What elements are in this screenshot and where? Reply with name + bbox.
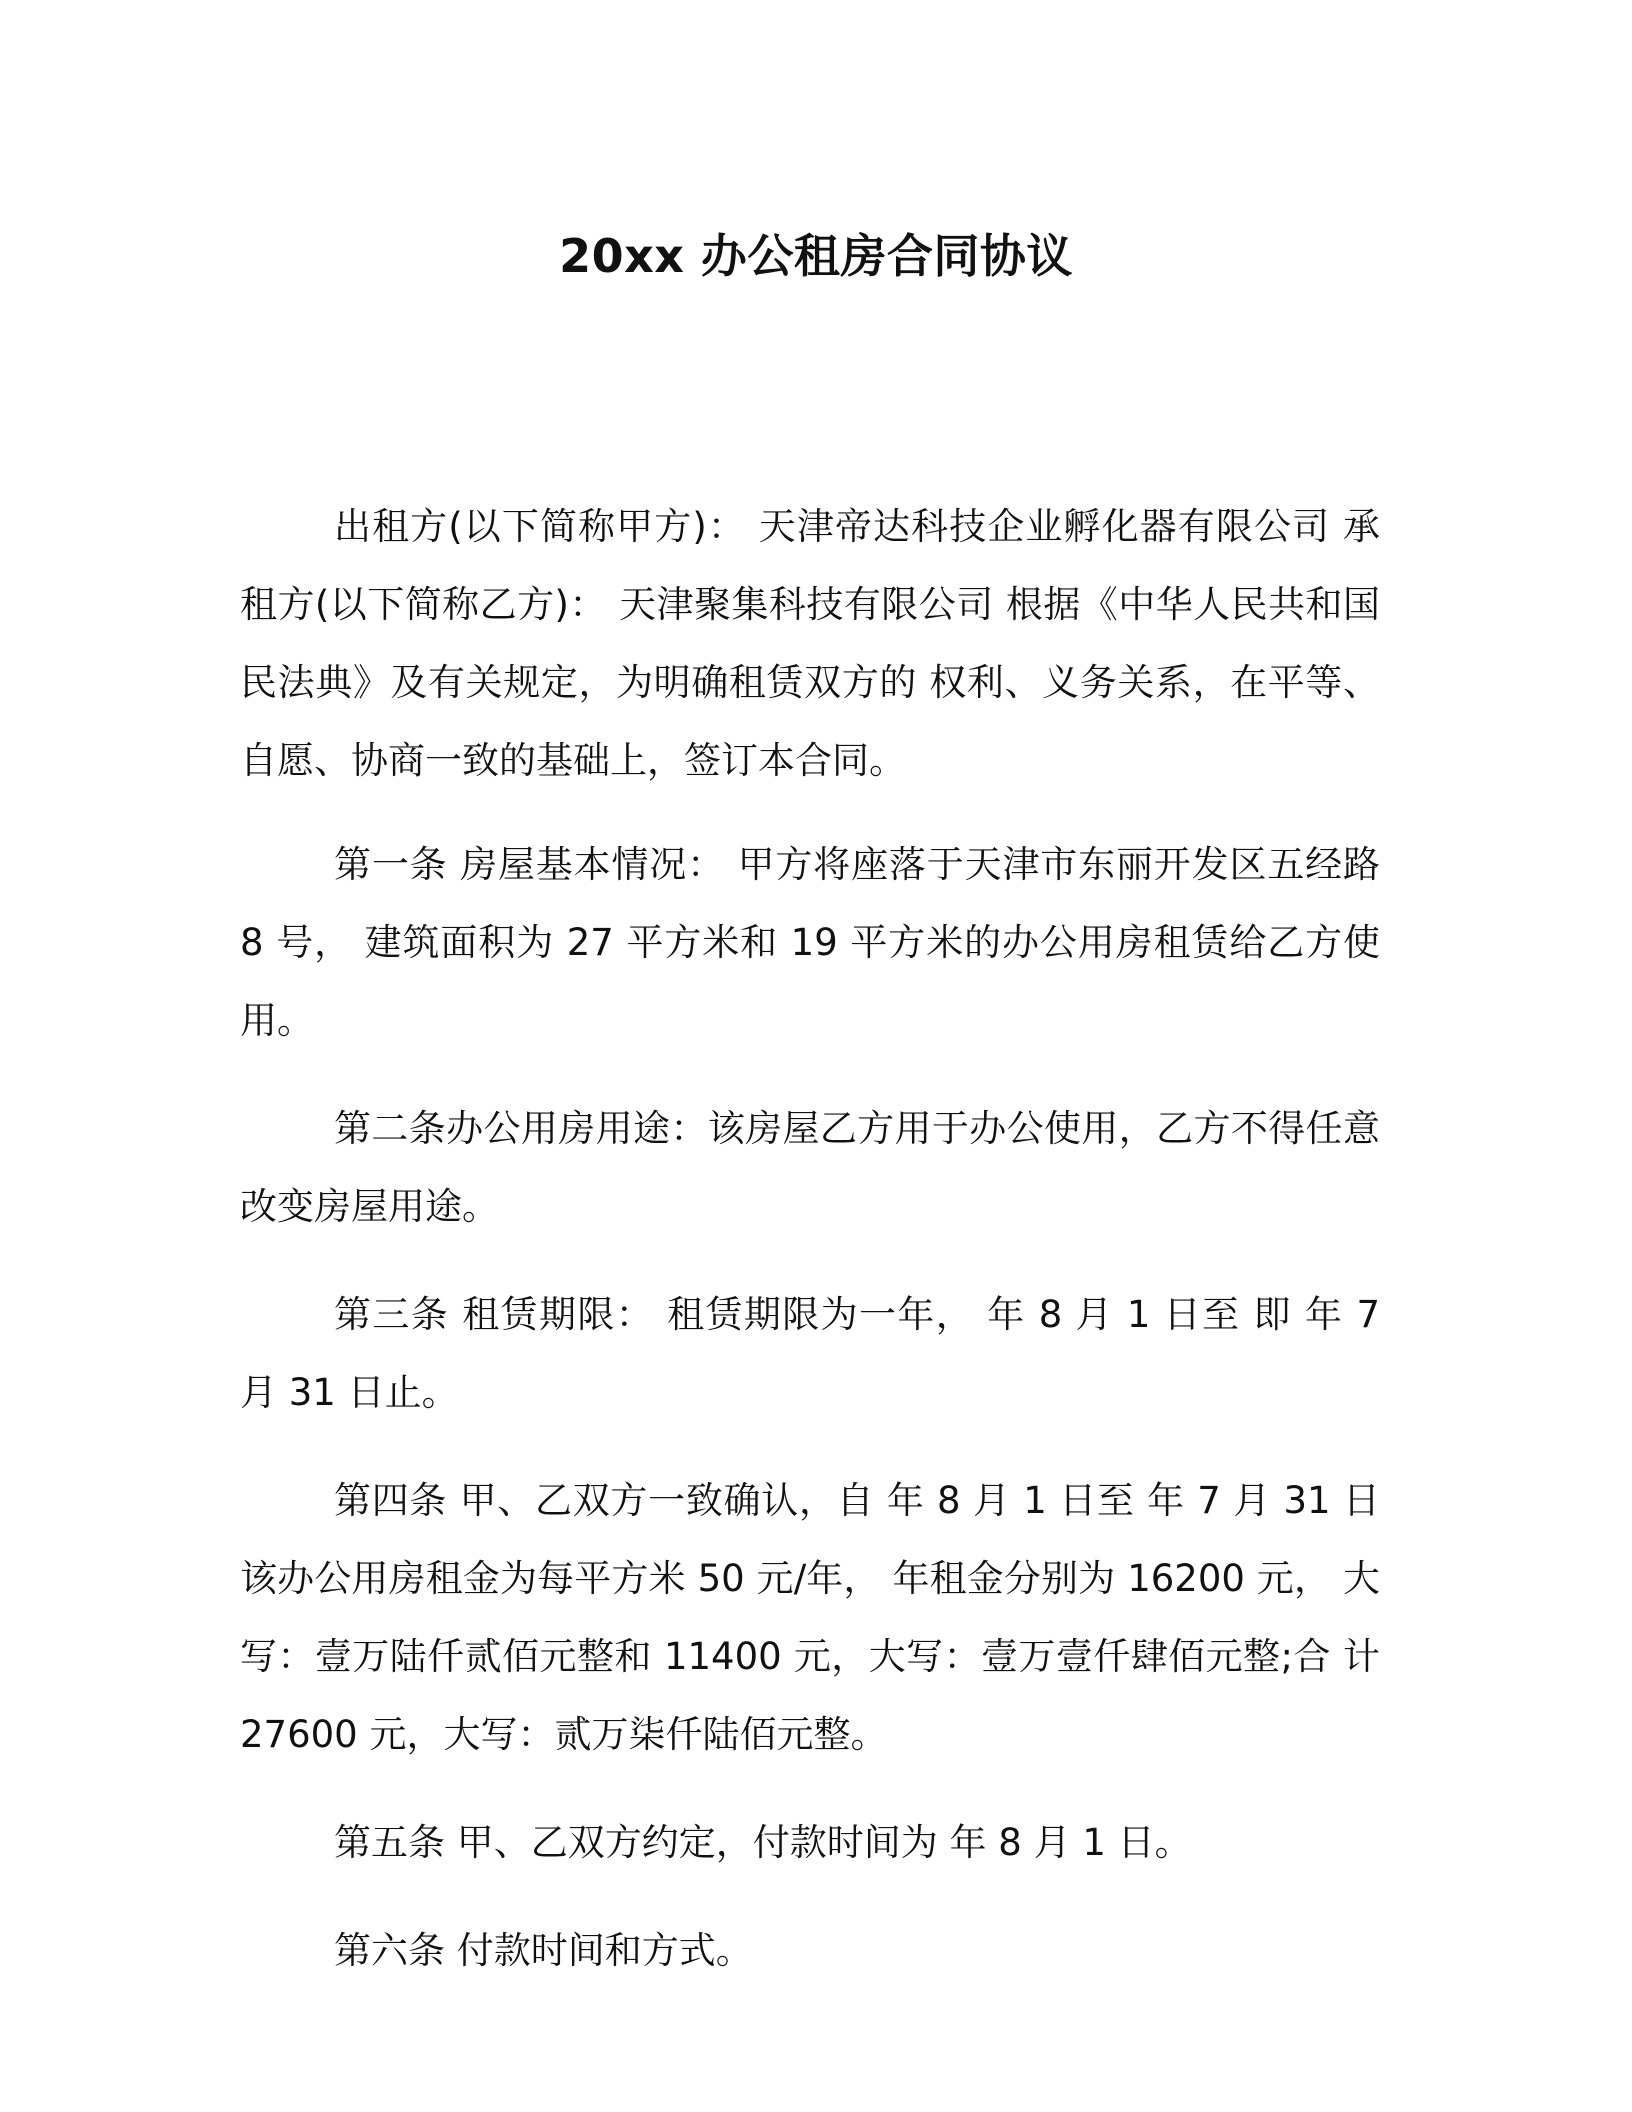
paragraph-article-6: 第六条 付款时间和方式。 [334,1929,753,1972]
paragraph-parties: 出租方(以下简称甲方)： 天津帝达科技企业孵化器有限公司 承租方(以下简称乙方)： 天津聚集科技有限公司 根据《中华人民共和国民法典》及有关规定，为明确租赁双方的 权利、义务关系，在平等、自愿、协商一致的基础上，签订本合同。 [240,505,1380,782]
document-title: 20xx 办公租房合同协议 [559,229,1073,283]
paragraph-article-1: 第一条 房屋基本情况： 甲方将座落于天津市东丽开发区五经路 8 号， 建筑面积为 27 平方米和 19 平方米的办公用房租赁给乙方使用。 [240,843,1380,1042]
paragraph-article-3: 第三条 租赁期限： 租赁期限为一年， 年 8 月 1 日至 即 年 7 月 31 日止。 [240,1293,1380,1414]
paragraph-article-2: 第二条办公用房用途：该房屋乙方用于办公使用，乙方不得任意改变房屋用途。 [240,1107,1380,1228]
paragraph-article-4: 第四条 甲、乙双方一致确认，自 年 8 月 1 日至 年 7 月 31 日该办公用房租金为每平方米 50 元/年， 年租金分别为 16200 元， 大写：壹万陆仟贰佰元整和 11400 元，大写：壹万壹仟肆佰元整;合 计 27600 元，大写：贰万柒仟陆佰元整。 [240,1479,1380,1756]
paragraph-article-5: 第五条 甲、乙双方约定，付款时间为 年 8 月 1 日。 [334,1821,1192,1864]
document-body [240,488,1380,2020]
